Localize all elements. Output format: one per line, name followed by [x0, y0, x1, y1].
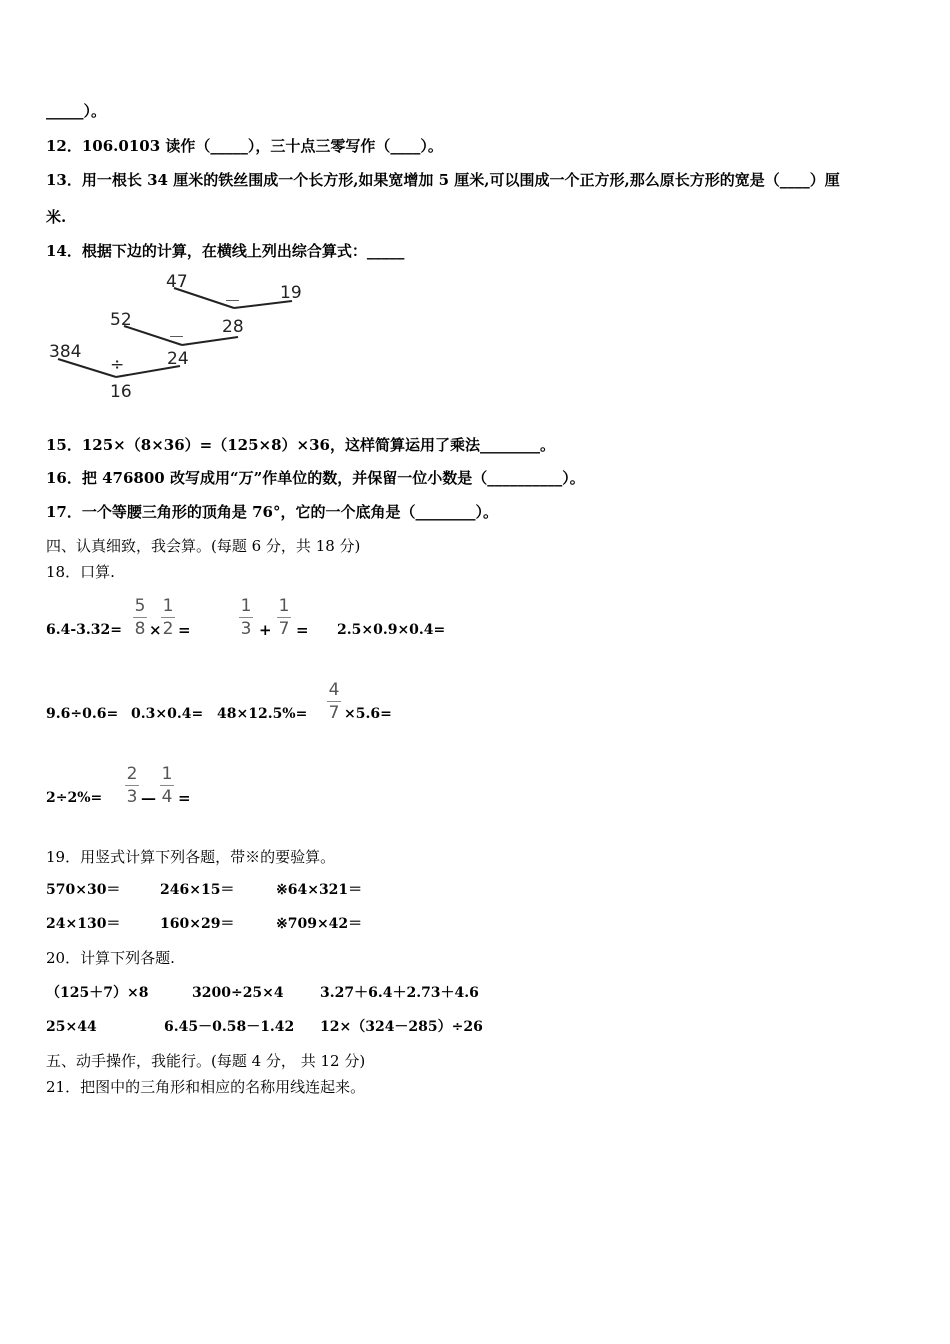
equals-sign: = [296, 621, 309, 639]
question-13-line2: 米. [46, 208, 67, 226]
fraction-1-4 [159, 763, 175, 808]
question-13-line1: 13．用一根长 34 厘米的铁丝围成一个长方形,如果宽增加 5 厘米,可以围成一个正方形,那么原长方形的宽是（____）厘 [46, 171, 840, 189]
question-12: 12．106.0103 读作（_____），三十点三零写作（____）。 [46, 137, 443, 155]
diagram-number-28: 28 [222, 317, 244, 337]
section-5-heading: 五、动手操作，我能行。(每题 4 分， 共 12 分) [46, 1052, 366, 1070]
minus-operator: — [141, 789, 156, 807]
fraction-denominator: 3 [240, 619, 252, 639]
diagram-number-52: 52 [110, 310, 132, 330]
fraction-numerator: 1 [161, 764, 173, 784]
vertical-calc-2: 246×15＝ [160, 882, 235, 898]
question-15: 15．125×（8×36）=（125×8）×36，这样简算运用了乘法________。 [46, 436, 555, 454]
plus-operator: + [259, 621, 272, 639]
text-line-continuation: _____）。 [46, 102, 107, 120]
oral-calc-5: 48×12.5%= [217, 706, 308, 722]
question-20: 20．计算下列各题. [46, 949, 175, 967]
diagram-number-384: 384 [49, 342, 82, 362]
vertical-calc-4: 24×130＝ [46, 916, 121, 932]
fraction-numerator: 4 [328, 680, 340, 700]
compute-6: 12×（324－285）÷26 [320, 1019, 483, 1035]
oral-calc-3: 9.6÷0.6= [46, 706, 119, 722]
fraction-numerator: 1 [162, 596, 174, 616]
calculation-tree-diagram [40, 270, 320, 405]
vertical-calc-3: ※64×321＝ [276, 882, 363, 898]
fraction-2-3 [124, 763, 140, 808]
diagram-number-19: 19 [280, 283, 302, 303]
fraction-denominator: 4 [161, 787, 173, 807]
fraction-numerator: 1 [240, 596, 252, 616]
fraction-denominator: 7 [328, 703, 340, 723]
question-21: 21．把图中的三角形和相应的名称用线连起来。 [46, 1078, 366, 1096]
question-14: 14．根据下边的计算，在横线上列出综合算式：_____ [46, 242, 405, 260]
equals-sign: = [178, 789, 191, 807]
diagram-number-16: 16 [110, 382, 132, 402]
fraction-1-2 [160, 595, 176, 640]
fraction-numerator: 5 [134, 596, 146, 616]
question-16: 16．把 476800 改写成用“万”作单位的数，并保留一位小数是（__________）。 [46, 469, 585, 487]
compute-5: 6.45－0.58－1.42 [164, 1019, 295, 1035]
fraction-denominator: 3 [126, 787, 138, 807]
fraction-denominator: 8 [134, 619, 146, 639]
fraction-denominator: 7 [278, 619, 290, 639]
compute-4: 25×44 [46, 1019, 97, 1035]
diagram-number-24: 24 [167, 349, 189, 369]
oral-calc-1: 6.4-3.32= [46, 622, 122, 638]
fraction-1-3 [238, 595, 254, 640]
compute-1: （125＋7）×8 [46, 985, 149, 1001]
vertical-calc-1: 570×30＝ [46, 882, 121, 898]
question-17: 17．一个等腰三角形的顶角是 76°，它的一个底角是（________）。 [46, 503, 498, 521]
fraction-denominator: 2 [162, 619, 174, 639]
diagram-operator-minus: － [168, 328, 185, 348]
compute-3: 3.27＋6.4＋2.73＋4.6 [320, 985, 479, 1001]
section-4-heading: 四、认真细致，我会算。(每题 6 分，共 18 分) [46, 537, 361, 555]
oral-calc-4: 0.3×0.4= [131, 706, 204, 722]
fraction-numerator: 1 [278, 596, 290, 616]
question-19: 19．用竖式计算下列各题，带※的要验算。 [46, 848, 336, 866]
oral-calc-6: ×5.6= [344, 706, 392, 722]
compute-2: 3200÷25×4 [192, 985, 284, 1001]
vertical-calc-6: ※709×42＝ [276, 916, 363, 932]
diagram-operator-minus: － [224, 292, 241, 312]
fraction-4-7 [326, 679, 342, 724]
diagram-branch-line [182, 337, 238, 345]
fraction-1-7 [276, 595, 292, 640]
question-18: 18．口算. [46, 563, 115, 581]
oral-calc-7: 2÷2%= [46, 790, 103, 806]
oral-calc-2: 2.5×0.9×0.4= [337, 622, 446, 638]
equals-sign: = [178, 621, 191, 639]
times-operator: × [149, 621, 162, 639]
diagram-number-47: 47 [166, 272, 188, 292]
fraction-numerator: 2 [126, 764, 138, 784]
diagram-operator-divide: ÷ [110, 355, 125, 375]
vertical-calc-5: 160×29＝ [160, 916, 235, 932]
fraction-5-8 [132, 595, 148, 640]
